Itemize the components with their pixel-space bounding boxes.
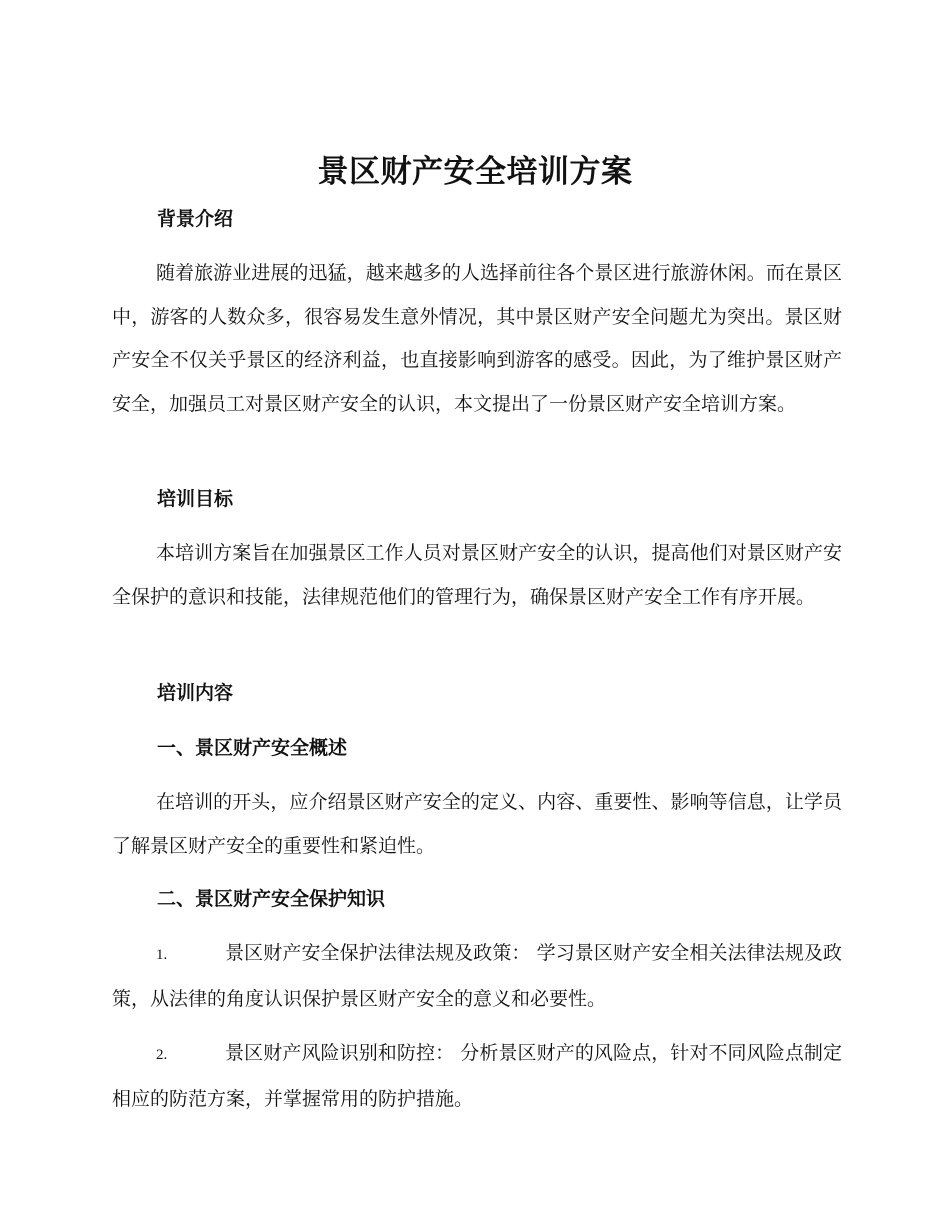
section-heading-knowledge: 二、景区财产安全保护知识: [157, 888, 386, 910]
list-item-number: 2.: [156, 1047, 168, 1063]
list-item: [112, 1032, 842, 1121]
section-heading-background: 背景介绍: [157, 208, 234, 230]
section-heading-content: 培训内容: [157, 682, 234, 704]
goal-paragraph: 本培训方案旨在加强景区工作人员对景区财产安全的认识，提高他们对景区财产安全保护的意识和技能，法律规范他们的管理行为，确保景区财产安全工作有序开展。: [112, 542, 842, 608]
section-heading-goal: 培训目标: [157, 488, 234, 510]
section-heading-overview: 一、景区财产安全概述: [157, 737, 348, 759]
list-item-text: 景区财产风险识别和防控： 分析景区财产的风险点，针对不同风险点制定相应的防范方案，并掌握常用的防护措施。: [112, 1042, 842, 1110]
list-item-number: 1.: [156, 947, 168, 963]
document-title: 景区财产安全培训方案: [317, 154, 633, 190]
background-paragraph: 随着旅游业进展的迅猛，越来越多的人选择前往各个景区进行旅游休闲。而在景区中，游客的人数众多，很容易发生意外情况，其中景区财产安全问题尤为突出。景区财产安全不仅关乎景区的经济利益，也直接影响到游客的感受。因此，为了维护景区财产安全，加强员工对景区财产安全的认识，本文提出了一份景区财产安全培训方案。: [112, 262, 842, 415]
list-item: [112, 932, 842, 1021]
list-item-text: 景区财产安全保护法律法规及政策： 学习景区财产安全相关法律法规及政策，从法律的角度认识保护景区财产安全的意义和必要性。: [112, 942, 842, 1010]
overview-paragraph: 在培训的开头，应介绍景区财产安全的定义、内容、重要性、影响等信息，让学员了解景区财产安全的重要性和紧迫性。: [112, 791, 842, 857]
